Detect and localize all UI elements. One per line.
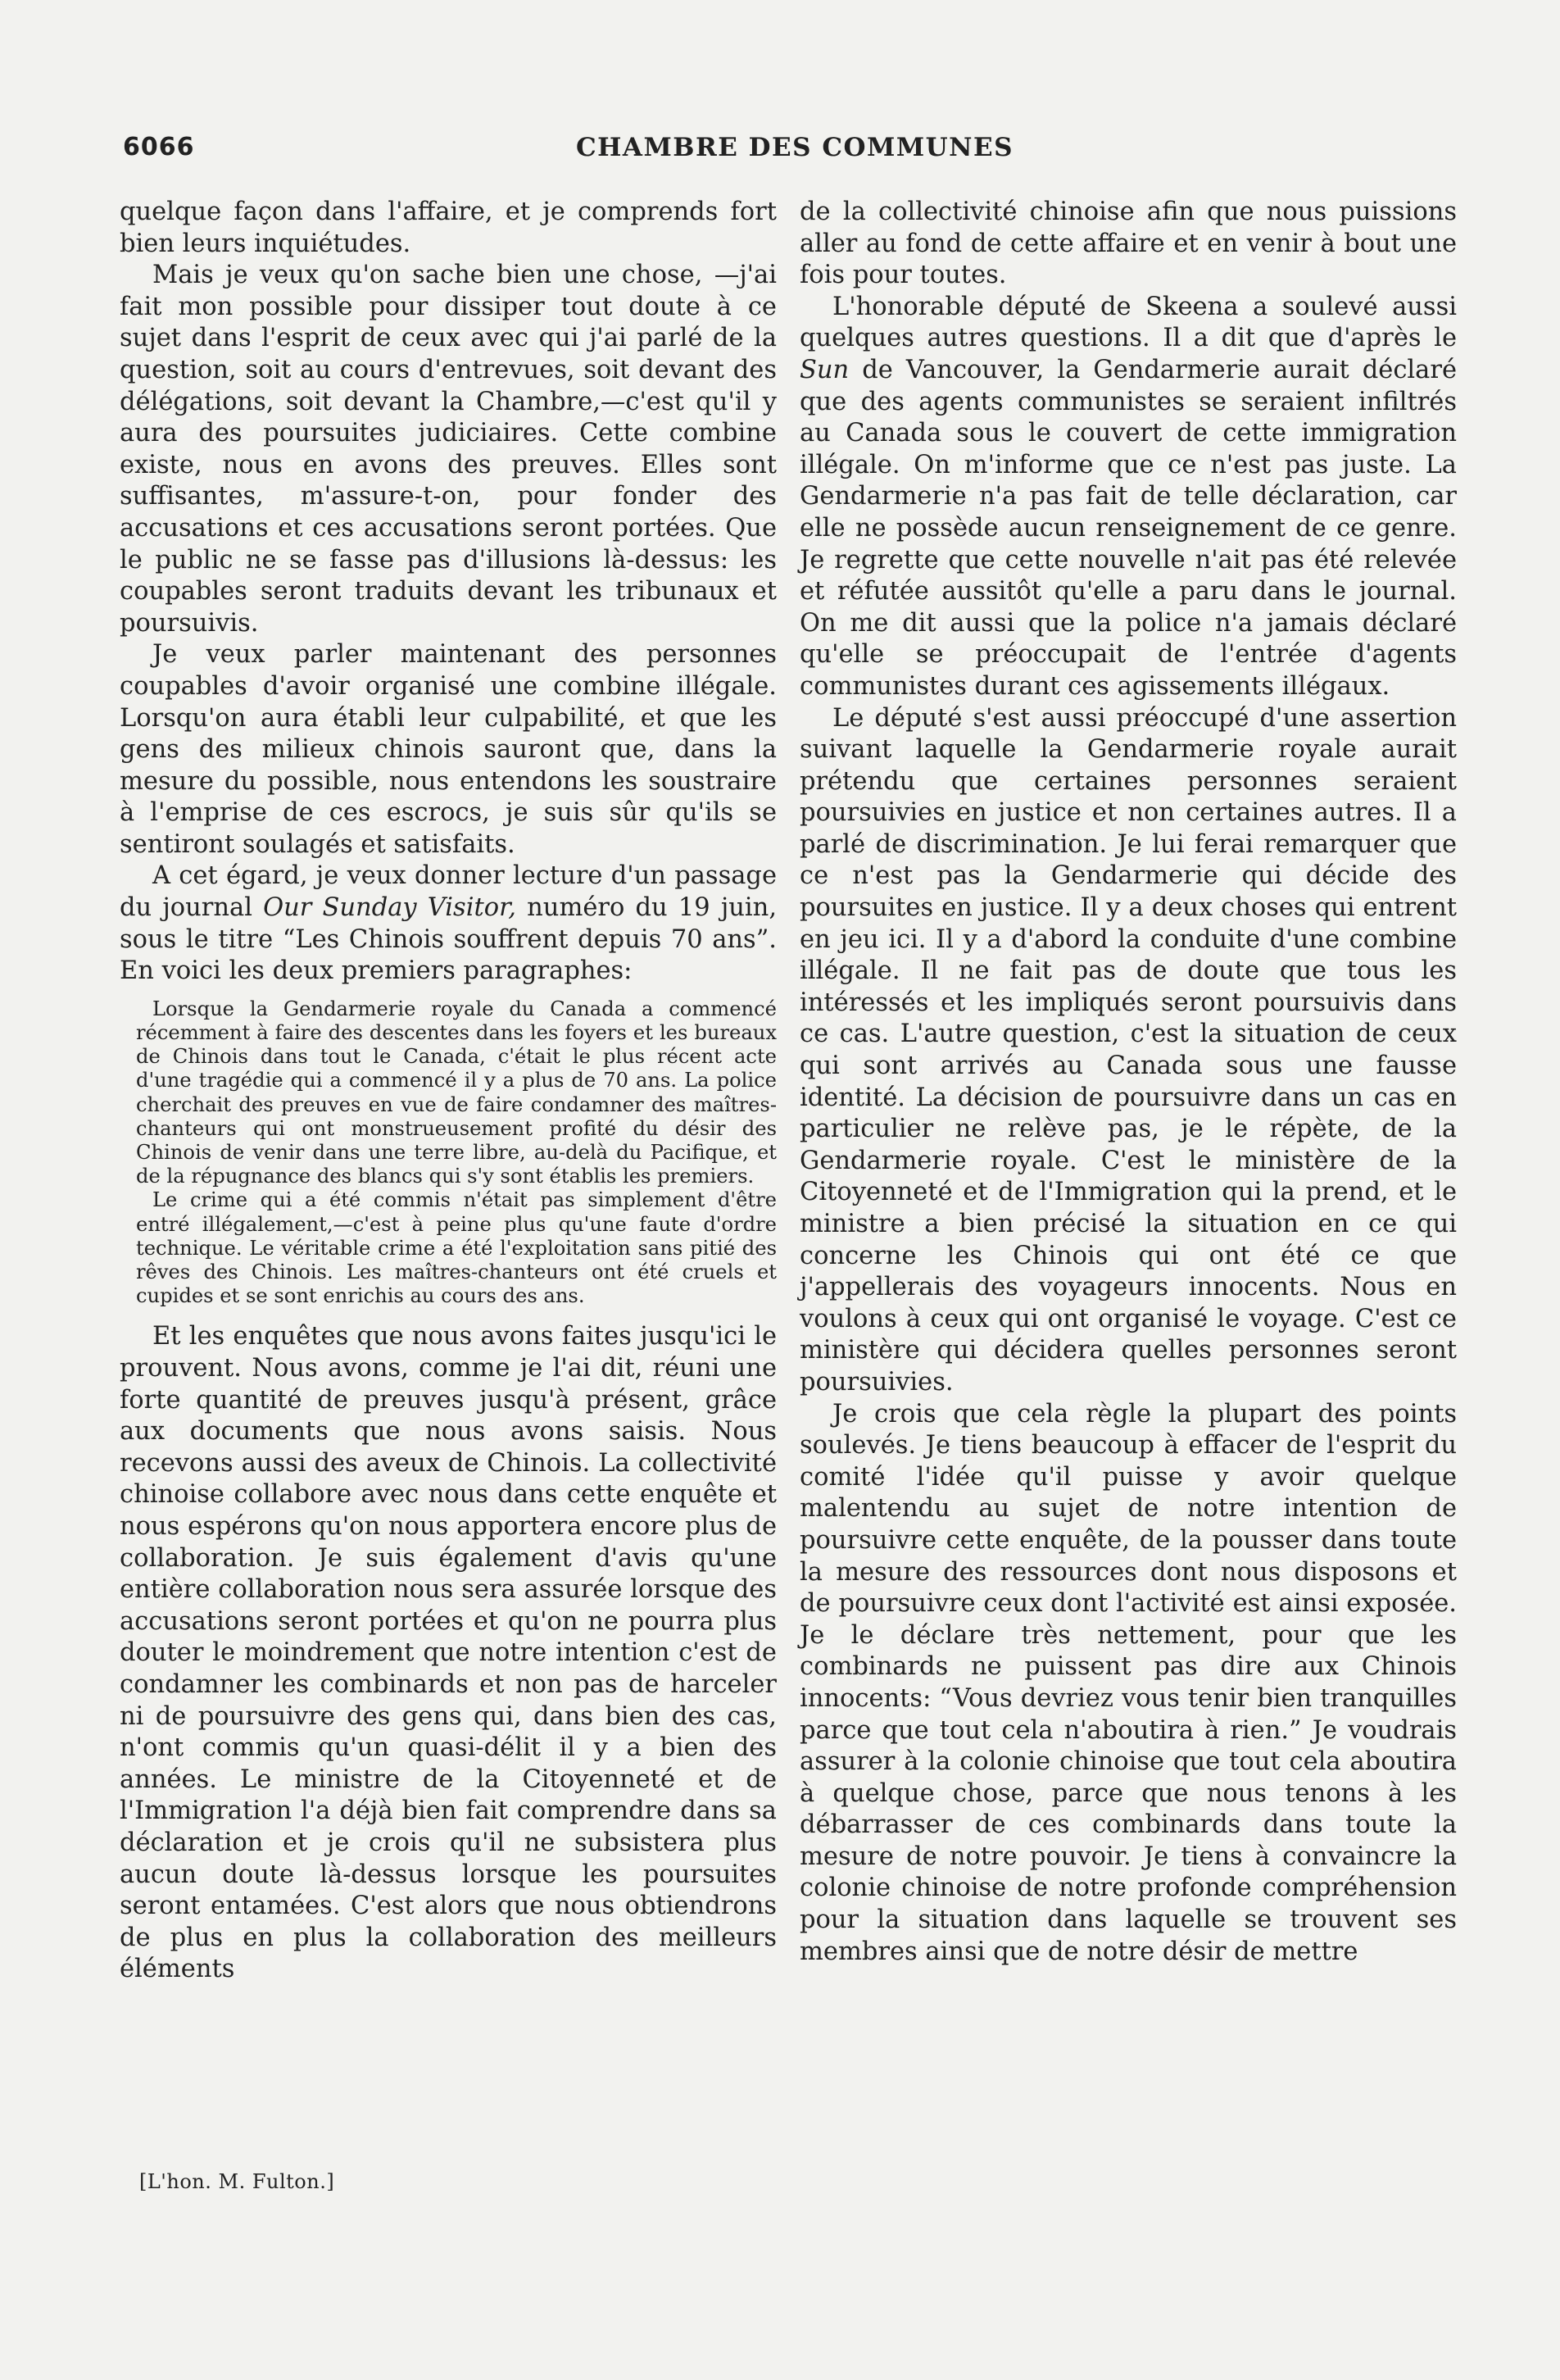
paragraph: Je crois que cela règle la plupart des points soulevés. Je tiens beaucoup à effacer de l'esprit du comité l'idée qu'il puisse y avoir quelque malentendu au sujet de notre intention de poursuivre cette enquête, de la pousser dans toute la mesure des ressources dont nous disposons et de poursuivre ceux dont l'activité est ainsi exposée. Je le déclare très nettement, pour que les combinards ne puissent pas dire aux Chinois innocents: “Vous devriez vous tenir bien tranquilles parce que tout cela n'aboutira à rien.” Je voudrais assurer à la colonie chinoise que tout cela aboutira à quelque chose, parce que nous tenons à les débarrasser de ces combinards dans toute la mesure de notre pouvoir. Je tiens à convaincre la colonie chinoise de notre profonde compréhension pour la situation dans laquelle se trouvent ses membres ainsi que de notre désir de mettre — [800, 1399, 1457, 1966]
quote-paragraph: Le crime qui a été commis n'était pas simplement d'être entré illégalement,—c'est à peine plus qu'une faute d'ordre technique. Le véritable crime a été l'exploitation sans pitié des rêves des Chinois. Les maîtres-chanteurs ont été cruels et cupides et se sont enrichis au cours des ans. — [136, 1188, 777, 1308]
publication-title: Our Sunday Visitor, — [263, 893, 516, 923]
paragraph: quelque façon dans l'affaire, et je comprends fort bien leurs inquiétudes. — [120, 198, 777, 258]
page-header — [123, 133, 1467, 169]
paragraph: Le député s'est aussi préoccupé d'une assertion suivant laquelle la Gendarmerie royale aurait prétendu que certaines personnes seraient poursuivies en justice et non certaines autres. Il a parlé de discrimination. Je lui ferai remarquer que ce n'est pas la Gendarmerie qui décide des poursuites en justice. Il y a deux choses qui entrent en jeu ici. Il y a d'abord la conduite d'une combine illégale. Il ne fait pas de doute que tous les intéressés et les impliqués seront poursuivis dans ce cas. L'autre question, c'est la situation de ceux qui sont arrivés au Canada sous une fausse identité. La décision de poursuivre dans un cas en particulier ne relève pas, je le répète, de la Gendarmerie royale. C'est le ministère de la Citoyenneté et de l'Immigration qui la prend, et le ministre a bien précisé la situation en ce qui concerne les Chinois qui ont été ce que j'appellerais des voyageurs innocents. Nous en voulons à ceux qui ont organisé le voyage. C'est ce ministère qui décidera quelles personnes seront poursuivies. — [800, 703, 1457, 1397]
text-run: A cet égard, je veux donner lecture d'un passage du journal — [120, 861, 777, 923]
right-column — [800, 197, 1457, 1968]
publication-title: Sun — [800, 355, 850, 384]
quote-paragraph: Lorsque la Gendarmerie royale du Canada a commencé récemment à faire des descentes dans les foyers et les bureaux de Chinois dans tout le Canada, c'était le plus récent acte d'une tragédie qui a commencé il y a plus de 70 ans. La police cherchait des preuves en vue de faire condamner des maîtres-chanteurs qui ont monstrueusement profité du désir des Chinois de venir dans une terre libre, au-delà du Pacifique, et de la répugnance des blancs qui s'y sont établis les premiers. — [136, 997, 777, 1188]
paragraph: Et les enquêtes que nous avons faites jusqu'ici le prouvent. Nous avons, comme je l'ai dit, réuni une forte quantité de preuves jusqu'à présent, grâce aux documents que nous avons saisis. Nous recevons aussi des aveux de Chinois. La collectivité chinoise collabore avec nous dans cette enquête et nous espérons qu'on nous apportera encore plus de collaboration. Je suis également d'avis qu'une entière collaboration nous sera assurée lorsque des accusations seront portées et qu'on ne pourra plus douter le moindrement que notre intention c'est de condamner les combinards et non pas de harceler ni de poursuivre des gens qui, dans bien des cas, n'ont commis qu'un quasi-délit il y a bien des années. Le ministre de la Citoyenneté et de l'Immigration l'a déjà bien fait comprendre dans sa déclaration et je crois qu'il ne subsistera plus aucun doute là-dessus lorsque les poursuites seront entamées. C'est alors que nous obtiendrons de plus en plus la collaboration des meilleurs éléments — [120, 1322, 777, 1984]
block-quote — [136, 997, 777, 1309]
paragraph: Mais je veux qu'on sache bien une chose, —j'ai fait mon possible pour dissiper tout doute à ce sujet dans l'esprit de ceux avec qui j'ai parlé de la question, soit au cours d'entrevues, soit devant des délégations, soit devant la Chambre,—c'est qu'il y aura des poursuites judiciaires. Cette combine existe, nous en avons des preuves. Elles sont suffisantes, m'assure-t-on, pour fonder des accusations et ces accusations seront portées. Que le public ne se fasse pas d'illusions là-dessus: les coupables seront traduits devant les tribunaux et poursuivis. — [120, 261, 777, 638]
paragraph: Je veux parler maintenant des personnes coupables d'avoir organisé une combine illégale. Lorsqu'on aura établi leur culpabilité, et que les gens des milieux chinois sauront que, dans la mesure du possible, nous entendons les soustraire à l'emprise de ces escrocs, je suis sûr qu'ils se sentiront soulagés et satisfaits. — [120, 640, 777, 859]
text-run: numéro du 19 juin, sous le titre “Les Chinois souffrent depuis 70 ans”. En voici les deux premiers paragraphes: — [120, 893, 778, 986]
paragraph: de la collectivité chinoise afin que nous puissions aller au fond de cette affaire et en venir à bout une fois pour toutes. — [800, 198, 1457, 290]
running-title: CHAMBRE DES COMMUNES — [575, 133, 1014, 162]
speaker-signature: [L'hon. M. Fulton.] — [139, 2170, 335, 2193]
page-number: 6066 — [123, 133, 195, 161]
text-run: L'honorable député de Skeena a soulevé aussi quelques autres questions. Il a dit que d'après le — [800, 292, 1457, 353]
paragraph — [120, 861, 777, 987]
left-column — [120, 197, 777, 1986]
paragraph — [800, 292, 1457, 703]
text-run: de Vancouver, la Gendarmerie aurait déclaré que des agents communistes se seraient infiltrés au Canada sous le couvert de cette immigration illégale. On m'informe que ce n'est pas juste. La Gendarmerie n'a pas fait de telle déclaration, car elle ne possède aucun renseignement de ce genre. Je regrette que cette nouvelle n'ait pas été relevée et réfutée aussitôt qu'elle a paru dans le journal. On me dit aussi que la police n'a jamais déclaré qu'elle se préoccupait de l'entrée d'agents communistes durant ces agissements illégaux. — [800, 355, 1457, 701]
